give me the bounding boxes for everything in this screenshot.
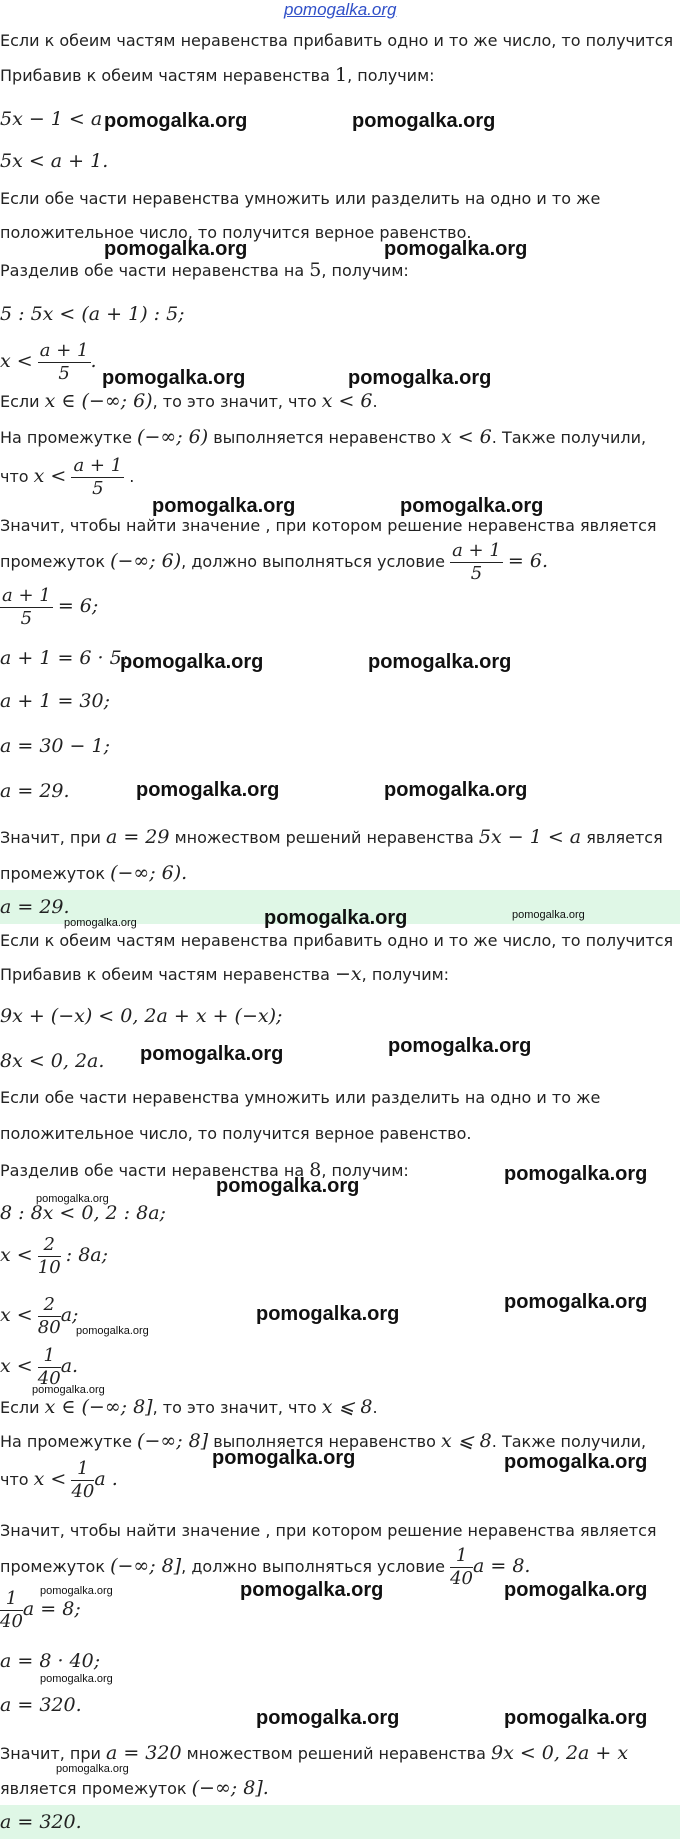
rule-multiply-line-2: положительное число, то получится верное равенство.: [0, 223, 472, 242]
conclusion-line-1: Значит, при a = 29 множеством решений неравенства 5x − 1 < a является: [0, 826, 663, 848]
equation-5: x < $\frac{2}{80}$ a;: [0, 1294, 79, 1338]
watermark: pomogalka.org: [240, 1579, 384, 1601]
fraction: $\frac{1}{40}$: [0, 1588, 23, 1632]
answer-2: a = 320.: [0, 1811, 82, 1833]
watermark: pomogalka.org: [512, 909, 585, 921]
watermark: pomogalka.org: [264, 907, 408, 929]
rule-add-text: Если к обеим частям неравенства прибавить одно и то же число, то получится: [0, 31, 674, 50]
equation-5: $\frac{a + 1}{5}$ = 6;: [2, 585, 99, 629]
rule-multiply-line-1: Если обе части неравенства умножить или разделить на одно и то же: [0, 189, 601, 208]
equation-1: 9x + (−x) < 0, 2a + x + (−x);: [0, 1005, 283, 1027]
find-line-2: промежуток (−∞; 6), должно выполняться условие $\frac{a + 1}{5}$ = 6.: [0, 540, 548, 584]
if-statement: Если x ∈ (−∞; 8], то это значит, что x ⩽ 8.: [0, 1396, 378, 1418]
equation-3: 5 : 5x < (a + 1) : 5;: [0, 303, 185, 325]
watermark: pomogalka.org: [64, 917, 137, 929]
watermark: pomogalka.org: [120, 651, 264, 673]
answer-box-2: [0, 1805, 680, 1839]
watermark: pomogalka.org: [384, 779, 528, 801]
watermark: pomogalka.org: [388, 1035, 532, 1057]
watermark: pomogalka.org: [504, 1291, 648, 1313]
rule-multiply-line-2: положительное число, то получится верное равенство.: [0, 1124, 472, 1143]
watermark: pomogalka.org: [104, 238, 248, 260]
answer-1: a = 29.: [0, 896, 70, 918]
watermark: pomogalka.org: [40, 1585, 113, 1597]
equation-4: x < $\frac{a + 1}{5}$ .: [0, 340, 97, 384]
fraction: $\frac{a + 1}{5}$: [2, 585, 51, 629]
interval-statement: На промежутке (−∞; 8] выполняется неравенство x ⩽ 8. Также получили,: [0, 1430, 647, 1452]
equation-1: 5x − 1 < a: [0, 108, 103, 130]
equation-9: a = 29.: [0, 780, 70, 802]
site-header-link[interactable]: pomogalka.org: [284, 0, 397, 19]
watermark: pomogalka.org: [504, 1451, 648, 1473]
rule-add-text: Если к обеим частям неравенства прибавить одно и то же число, то получится: [0, 931, 674, 950]
if-statement: Если x ∈ (−∞; 6), то это значит, что x < 6.: [0, 390, 378, 412]
watermark: pomogalka.org: [104, 110, 248, 132]
fraction: $\frac{2}{80}$: [37, 1294, 61, 1338]
watermark: pomogalka.org: [504, 1707, 648, 1729]
watermark: pomogalka.org: [76, 1325, 149, 1337]
equation-4: x < $\frac{2}{10}$ : 8a;: [0, 1234, 109, 1278]
also-got: что x < $\frac{a + 1}{5}$ .: [0, 455, 135, 499]
fraction: $\frac{1}{40}$: [37, 1345, 61, 1389]
find-line-2: промежуток (−∞; 8], должно выполняться условие $\frac{1}{40}$ a = 8.: [0, 1545, 531, 1589]
equation-3: 8 : 8x < 0, 2 : 8a;: [0, 1202, 166, 1224]
add-intro: Прибавив к обеим частям неравенства −x, получим:: [0, 963, 450, 985]
equation-8: a = 30 − 1;: [0, 735, 110, 757]
watermark: pomogalka.org: [504, 1579, 648, 1601]
fraction: $\frac{1}{40}$: [71, 1458, 95, 1502]
equation-6: a + 1 = 6 · 5;: [0, 647, 129, 669]
fraction: $\frac{1}{40}$: [450, 1545, 473, 1589]
fraction: $\frac{a + 1}{5}$: [39, 340, 89, 384]
watermark: pomogalka.org: [102, 367, 246, 389]
equation-9: a = 320.: [0, 1694, 82, 1716]
watermark: pomogalka.org: [256, 1707, 400, 1729]
conclusion-line-1: Значит, при a = 320 множеством решений неравенства 9x < 0, 2a + x: [0, 1742, 629, 1764]
watermark: pomogalka.org: [36, 1193, 109, 1205]
also-got: что x < $\frac{1}{40}$ a .: [0, 1458, 118, 1502]
watermark: pomogalka.org: [400, 495, 544, 517]
watermark: pomogalka.org: [40, 1673, 113, 1685]
divide-intro: Разделив обе части неравенства на 8, получим:: [0, 1159, 409, 1181]
watermark: pomogalka.org: [352, 110, 496, 132]
watermark: pomogalka.org: [140, 1043, 284, 1065]
find-line-1: Значит, чтобы найти значение , при котором решение неравенства является: [0, 1521, 657, 1540]
equation-7: $\frac{1}{40}$ a = 8;: [0, 1588, 81, 1632]
equation-2: 8x < 0, 2a.: [0, 1050, 105, 1072]
equation-2: 5x < a + 1.: [0, 150, 109, 172]
conclusion-line-2: промежуток (−∞; 6).: [0, 862, 188, 884]
watermark: pomogalka.org: [32, 1384, 105, 1396]
watermark: pomogalka.org: [256, 1303, 400, 1325]
watermark: pomogalka.org: [384, 238, 528, 260]
watermark: pomogalka.org: [368, 651, 512, 673]
watermark: pomogalka.org: [504, 1163, 648, 1185]
interval-statement: На промежутке (−∞; 6) выполняется неравенство x < 6. Также получили,: [0, 426, 647, 448]
conclusion-line-2: является промежуток (−∞; 8].: [0, 1777, 269, 1799]
equation-8: a = 8 · 40;: [0, 1650, 101, 1672]
equation-6: x < $\frac{1}{40}$ a.: [0, 1345, 79, 1389]
watermark: pomogalka.org: [216, 1175, 360, 1197]
fraction: $\frac{2}{10}$: [37, 1234, 61, 1278]
find-line-1: Значит, чтобы найти значение , при котором решение неравенства является: [0, 516, 657, 535]
watermark: pomogalka.org: [152, 495, 296, 517]
rule-multiply-line-1: Если обе части неравенства умножить или разделить на одно и то же: [0, 1088, 601, 1107]
watermark: pomogalka.org: [136, 779, 280, 801]
fraction: $\frac{a + 1}{5}$: [73, 455, 123, 499]
watermark: pomogalka.org: [212, 1447, 356, 1469]
fraction: $\frac{a + 1}{5}$: [452, 540, 501, 584]
equation-7: a + 1 = 30;: [0, 690, 110, 712]
add-intro: Прибавив к обеим частям неравенства 1, получим:: [0, 64, 435, 86]
watermark: pomogalka.org: [56, 1763, 129, 1775]
divide-intro: Разделив обе части неравенства на 5, получим:: [0, 259, 409, 281]
watermark: pomogalka.org: [348, 367, 492, 389]
